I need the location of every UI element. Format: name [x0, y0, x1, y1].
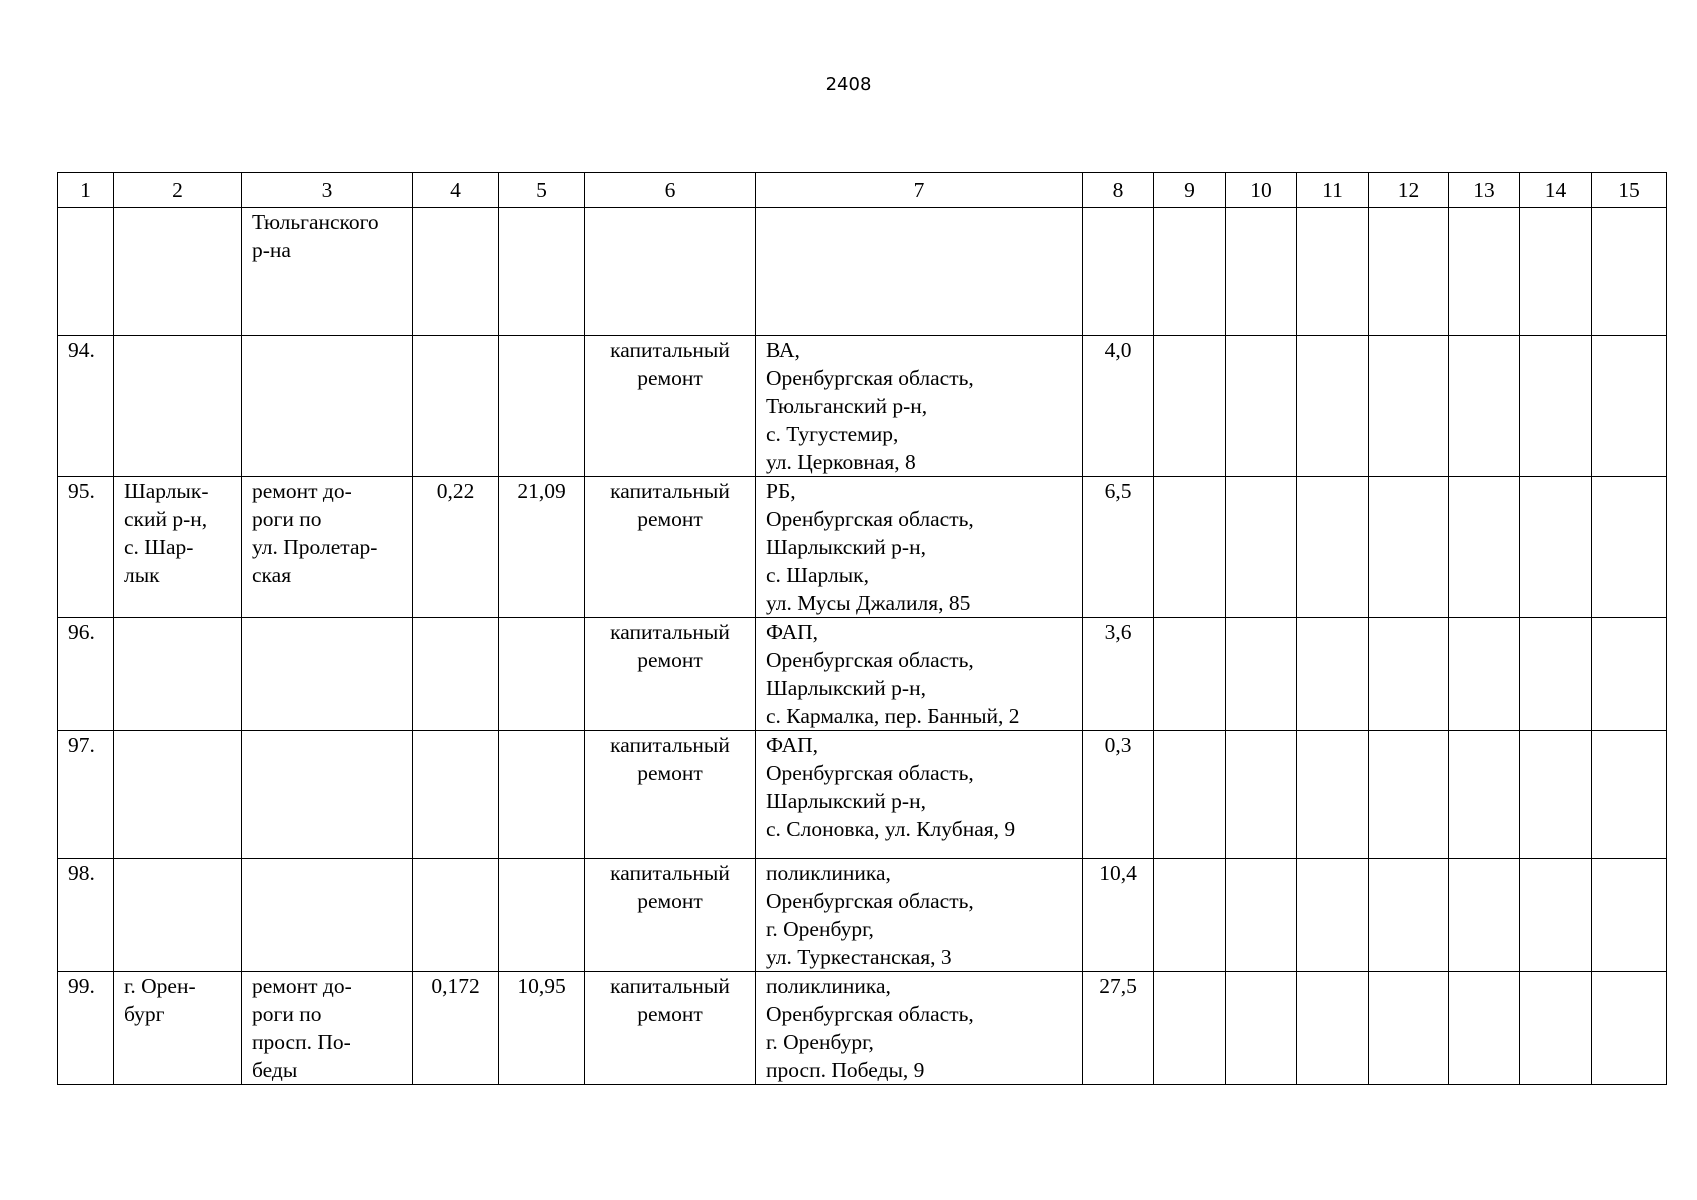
- cell-empty: [1297, 477, 1369, 618]
- cell-district: Шарлык- ский р-н, с. Шар- лык: [114, 477, 242, 618]
- cell-empty: [1226, 336, 1297, 477]
- cell-empty: [1449, 618, 1520, 731]
- cell-length: [413, 208, 499, 336]
- cell-empty: [1226, 618, 1297, 731]
- cell-amount: 10,4: [1083, 859, 1154, 972]
- cell-empty: [1369, 477, 1449, 618]
- cell-object: ВА, Оренбургская область, Тюльганский р-н, с. Тугустемир, ул. Церковная, 8: [756, 336, 1083, 477]
- cell-cost: [499, 336, 585, 477]
- cell-cost: [499, 731, 585, 859]
- cell-cost: [499, 618, 585, 731]
- cell-number: 97.: [58, 731, 114, 859]
- cell-length: 0,172: [413, 972, 499, 1085]
- cell-object: ФАП, Оренбургская область, Шарлыкский р-н, с. Кармалка, пер. Банный, 2: [756, 618, 1083, 731]
- cell-empty: [1297, 336, 1369, 477]
- cell-repair-type: капитальный ремонт: [585, 859, 756, 972]
- cell-district: [114, 336, 242, 477]
- column-header: 10: [1226, 173, 1297, 208]
- cell-empty: [1449, 336, 1520, 477]
- cell-number: 95.: [58, 477, 114, 618]
- cell-empty: [1369, 859, 1449, 972]
- cell-empty: [1297, 972, 1369, 1085]
- cell-cost: [499, 859, 585, 972]
- cell-empty: [1297, 859, 1369, 972]
- cell-cost: 10,95: [499, 972, 585, 1085]
- table-row: [58, 336, 1667, 477]
- cell-length: [413, 731, 499, 859]
- table-row: [58, 477, 1667, 618]
- cell-empty: [1592, 731, 1667, 859]
- cell-empty: [1297, 731, 1369, 859]
- cell-amount: 6,5: [1083, 477, 1154, 618]
- table-row: [58, 618, 1667, 731]
- column-header: 1: [58, 173, 114, 208]
- cell-work: [242, 859, 413, 972]
- cell-repair-type: капитальный ремонт: [585, 972, 756, 1085]
- column-header: 7: [756, 173, 1083, 208]
- cell-amount: 4,0: [1083, 336, 1154, 477]
- cell-work: [242, 731, 413, 859]
- page-number: 2408: [825, 74, 872, 95]
- cell-empty: [1520, 477, 1592, 618]
- table-row: [58, 972, 1667, 1085]
- cell-work: [242, 618, 413, 731]
- column-header: 3: [242, 173, 413, 208]
- cell-empty: [1369, 208, 1449, 336]
- cell-empty: [1520, 336, 1592, 477]
- cell-empty: [1520, 972, 1592, 1085]
- cell-object: поликлиника, Оренбургская область, г. Оренбург, просп. Победы, 9: [756, 972, 1083, 1085]
- cell-object: поликлиника, Оренбургская область, г. Оренбург, ул. Туркестанская, 3: [756, 859, 1083, 972]
- cell-number: 94.: [58, 336, 114, 477]
- cell-number: 98.: [58, 859, 114, 972]
- cell-work: [242, 336, 413, 477]
- cell-repair-type: капитальный ремонт: [585, 618, 756, 731]
- table-row: [58, 731, 1667, 859]
- cell-object: РБ, Оренбургская область, Шарлыкский р-н, с. Шарлык, ул. Мусы Джалиля, 85: [756, 477, 1083, 618]
- cell-empty: [1226, 477, 1297, 618]
- cell-repair-type: капитальный ремонт: [585, 336, 756, 477]
- cell-empty: [1154, 859, 1226, 972]
- column-header: 9: [1154, 173, 1226, 208]
- column-header: 2: [114, 173, 242, 208]
- column-header: 13: [1449, 173, 1520, 208]
- data-table: [57, 172, 1667, 1085]
- cell-district: [114, 859, 242, 972]
- cell-length: [413, 618, 499, 731]
- cell-district: [114, 208, 242, 336]
- cell-empty: [1592, 859, 1667, 972]
- cell-empty: [1369, 336, 1449, 477]
- cell-empty: [1369, 972, 1449, 1085]
- cell-empty: [1520, 859, 1592, 972]
- cell-work: ремонт до- роги по ул. Пролетар- ская: [242, 477, 413, 618]
- table-row: [58, 859, 1667, 972]
- cell-empty: [1226, 731, 1297, 859]
- cell-object: ФАП, Оренбургская область, Шарлыкский р-н, с. Слоновка, ул. Клубная, 9: [756, 731, 1083, 859]
- cell-empty: [1592, 972, 1667, 1085]
- cell-empty: [1449, 972, 1520, 1085]
- cell-empty: [1369, 618, 1449, 731]
- cell-empty: [1520, 731, 1592, 859]
- cell-empty: [1369, 731, 1449, 859]
- cell-district: г. Орен- бург: [114, 972, 242, 1085]
- cell-empty: [1520, 618, 1592, 731]
- cell-district: [114, 731, 242, 859]
- cell-empty: [1592, 618, 1667, 731]
- column-header: 4: [413, 173, 499, 208]
- table-row: [58, 208, 1667, 336]
- column-header: 5: [499, 173, 585, 208]
- column-header: 6: [585, 173, 756, 208]
- cell-work: Тюльганского р-на: [242, 208, 413, 336]
- cell-number: 99.: [58, 972, 114, 1085]
- cell-empty: [1154, 972, 1226, 1085]
- cell-empty: [1154, 731, 1226, 859]
- cell-empty: [1449, 731, 1520, 859]
- cell-empty: [1226, 859, 1297, 972]
- cell-repair-type: капитальный ремонт: [585, 731, 756, 859]
- cell-length: [413, 336, 499, 477]
- column-header: 11: [1297, 173, 1369, 208]
- cell-empty: [1154, 618, 1226, 731]
- column-header: 8: [1083, 173, 1154, 208]
- cell-empty: [1154, 336, 1226, 477]
- column-header: 15: [1592, 173, 1667, 208]
- cell-empty: [1154, 477, 1226, 618]
- cell-empty: [1449, 859, 1520, 972]
- column-header: 12: [1369, 173, 1449, 208]
- cell-repair-type: [585, 208, 756, 336]
- cell-amount: 0,3: [1083, 731, 1154, 859]
- cell-length: [413, 859, 499, 972]
- cell-empty: [1449, 208, 1520, 336]
- cell-empty: [1297, 618, 1369, 731]
- cell-empty: [1592, 208, 1667, 336]
- cell-repair-type: капитальный ремонт: [585, 477, 756, 618]
- cell-empty: [1592, 336, 1667, 477]
- cell-empty: [1297, 208, 1369, 336]
- cell-amount: 27,5: [1083, 972, 1154, 1085]
- cell-empty: [1520, 208, 1592, 336]
- column-header: 14: [1520, 173, 1592, 208]
- cell-number: [58, 208, 114, 336]
- cell-amount: [1083, 208, 1154, 336]
- cell-length: 0,22: [413, 477, 499, 618]
- cell-empty: [1449, 477, 1520, 618]
- cell-object: [756, 208, 1083, 336]
- cell-work: ремонт до- роги по просп. По- беды: [242, 972, 413, 1085]
- cell-district: [114, 618, 242, 731]
- header-row: [58, 173, 1667, 208]
- cell-amount: 3,6: [1083, 618, 1154, 731]
- cell-empty: [1154, 208, 1226, 336]
- cell-cost: [499, 208, 585, 336]
- cell-empty: [1226, 208, 1297, 336]
- cell-empty: [1592, 477, 1667, 618]
- cell-empty: [1226, 972, 1297, 1085]
- cell-number: 96.: [58, 618, 114, 731]
- cell-cost: 21,09: [499, 477, 585, 618]
